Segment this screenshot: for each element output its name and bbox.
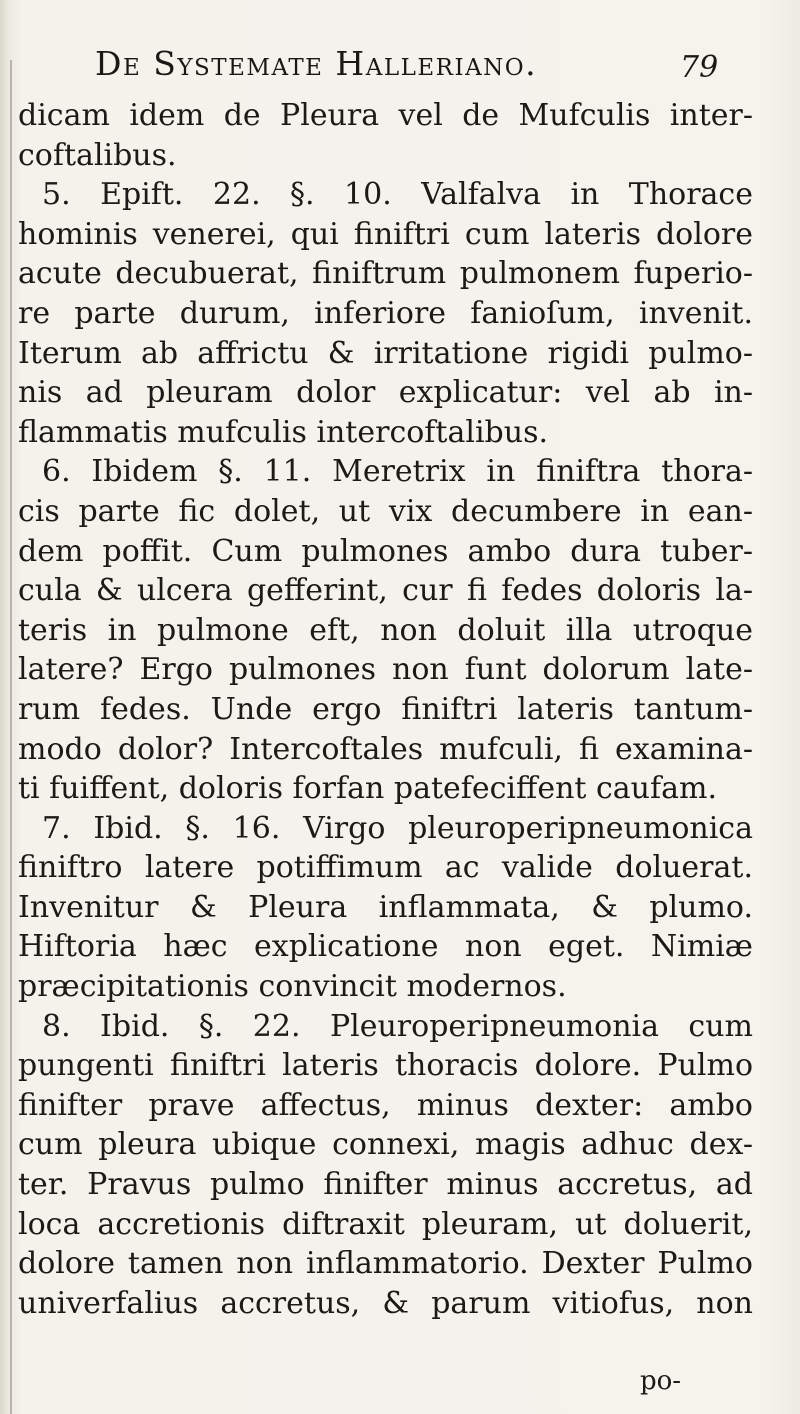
body-text: [18, 96, 753, 1323]
text-line: finiftro latere potiffimum ac valide doluerat.: [18, 850, 753, 886]
text-line: 6. Ibidem §. 11. Meretrix in finiftra thora-: [42, 454, 753, 490]
text-line: coftalibus.: [18, 137, 177, 173]
text-line: finifter prave affectus, minus dexter: ambo: [18, 1087, 753, 1123]
text-line: loca accretionis diftraxit pleuram, ut doluerit,: [18, 1206, 753, 1242]
text-line: ti fuiffent, doloris forfan patefeciffent caufam.: [18, 771, 717, 807]
text-line: 7. Ibid. §. 16. Virgo pleuroperipneumonica: [42, 810, 753, 846]
page-header: [95, 44, 735, 94]
text-line: ter. Pravus pulmo finifter minus accretus, ad: [18, 1167, 753, 1203]
text-line: 8. Ibid. §. 22. Pleuroperipneumonia cum: [42, 1008, 753, 1044]
text-line: nis ad pleuram dolor explicatur: vel ab in-: [18, 375, 753, 411]
text-line: pungenti finiftri lateris thoracis dolore. Pulmo: [18, 1048, 753, 1084]
text-line: rum fedes. Unde ergo finiftri lateris tantum-: [18, 691, 753, 727]
binding-gutter: [10, 60, 12, 1414]
text-line: hominis venerei, qui finiftri cum lateris dolore: [18, 216, 753, 252]
text-line: Hiftoria hæc explicatione non eget. Nimiæ: [18, 929, 753, 965]
text-line: latere? Ergo pulmones non funt dolorum late-: [18, 652, 753, 688]
text-line: dem poffit. Cum pulmones ambo dura tuber-: [18, 533, 753, 569]
text-line: re parte durum, inferiore fanioſum, invenit.: [18, 295, 753, 331]
text-line: cula & ulcera gefferint, cur fi fedes doloris la-: [18, 573, 753, 609]
text-line: cum pleura ubique connexi, magis adhuc dex-: [18, 1127, 753, 1163]
text-line: flammatis mufculis intercoftalibus.: [18, 414, 548, 450]
text-line: cis parte fic dolet, ut vix decumbere in ean-: [18, 493, 753, 529]
text-line: dolore tamen non inflammatorio. Dexter Pulmo: [18, 1246, 753, 1282]
text-line: 5. Epift. 22. §. 10. Valfalva in Thorace: [42, 177, 753, 213]
text-line: Iterum ab affrictu & irritatione rigidi pulmo-: [18, 335, 753, 371]
text-line: modo dolor? Intercoftales mufculi, fi examina-: [18, 731, 753, 767]
text-line: teris in pulmone eft, non doluit illa utroque: [18, 612, 753, 648]
text-line: univerfalius accretus, & parum vitiofus, non: [18, 1285, 753, 1321]
page-number: 79: [680, 50, 719, 85]
text-line: præcipitationis convincit modernos.: [18, 969, 567, 1005]
text-line: dicam idem de Pleura vel de Mufculis inter-: [18, 98, 753, 133]
catchword: po-: [640, 1366, 682, 1396]
running-title: De Systemate Halleriano.: [95, 44, 538, 83]
text-line: Invenitur & Pleura inflammata, & plumo.: [18, 889, 753, 925]
text-line: acute decubuerat, finiftrum pulmonem fuperio-: [18, 256, 753, 292]
